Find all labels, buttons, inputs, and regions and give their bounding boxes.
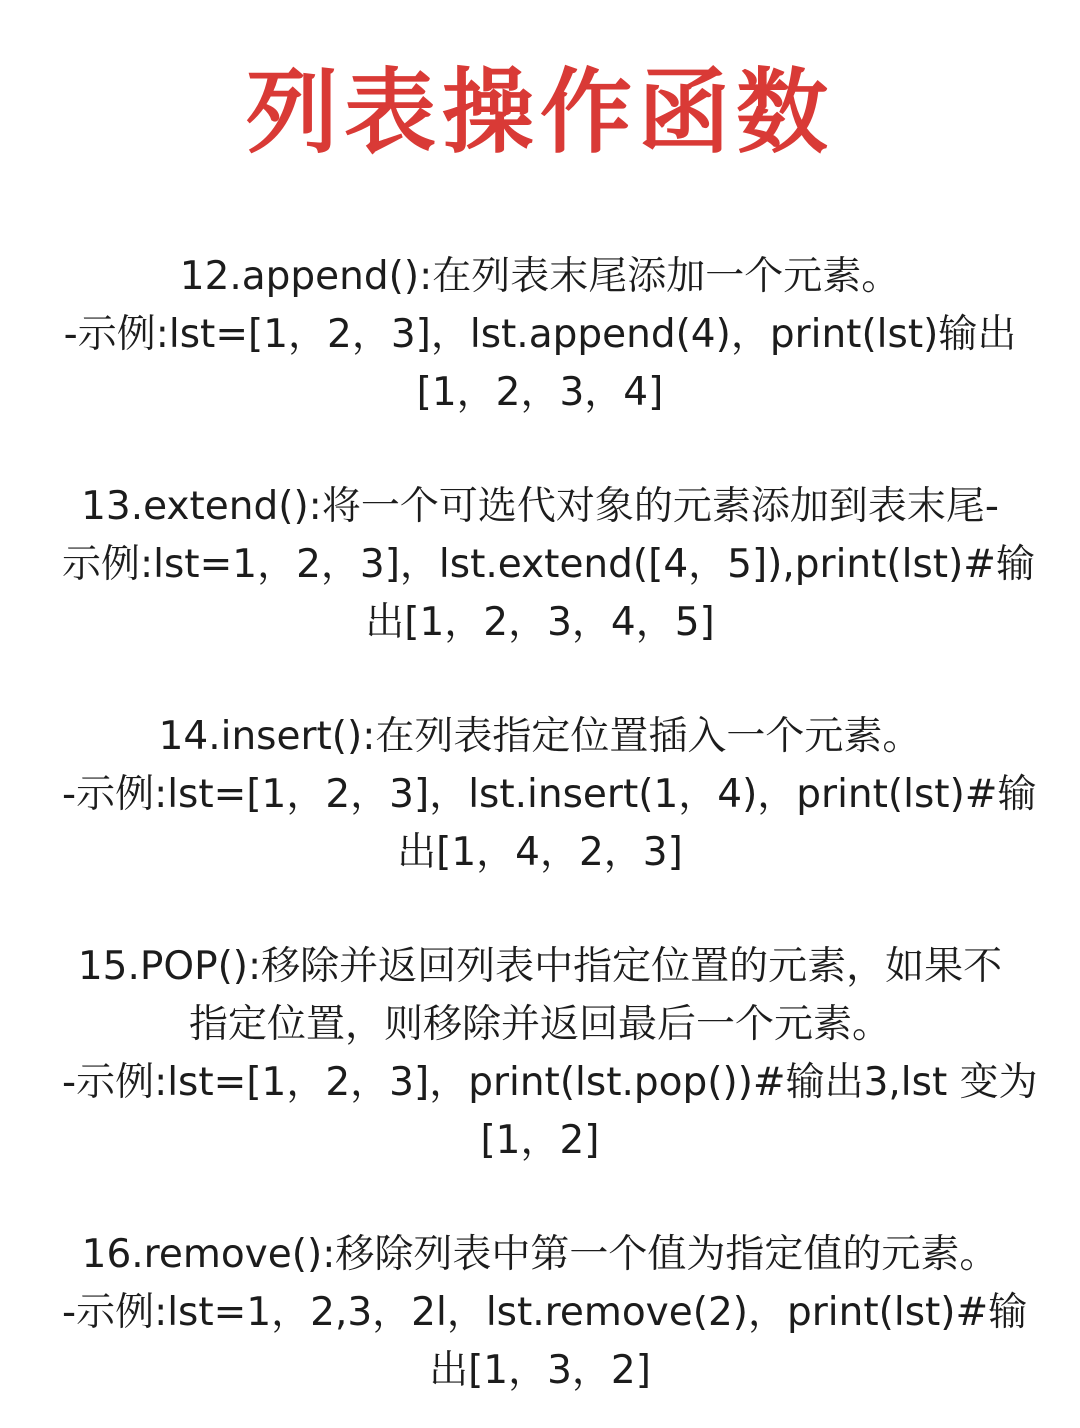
entry-remove (62, 1226, 1028, 1400)
entry-line: 示例:lst=1，2，3]，lst.extend([4，5]),print(lst)#输 (62, 542, 1035, 587)
entry-line: 出[1，3，2] (429, 1348, 651, 1393)
entry-line: 出[1，4，2，3] (397, 830, 683, 875)
entry-line: -示例:lst=[1，2，3]，print(lst.pop())#输出3,lst 变为 (62, 1060, 1038, 1105)
entry-line: [1，2，3，4] (416, 370, 664, 415)
entry-line: 14.insert():在列表指定位置插入一个元素。 (158, 714, 922, 759)
entry-append (62, 248, 1018, 422)
function-list (0, 248, 1080, 1400)
entry-extend (62, 478, 1035, 652)
entry-line: 12.append():在列表末尾添加一个元素。 (179, 254, 901, 299)
entry-line: 16.remove():移除列表中第一个值为指定值的元素。 (81, 1232, 999, 1277)
entry-line: 13.extend():将一个可选代对象的元素添加到表末尾- (81, 484, 999, 529)
entry-line: 15.POP():移除并返回列表中指定位置的元素，如果不 (77, 944, 1003, 989)
entry-line: [1，2] (480, 1118, 600, 1163)
entry-line: -示例:lst=[1，2，3]，lst.append(4)，print(lst)输出 (63, 312, 1017, 357)
entry-insert (62, 708, 1037, 882)
entry-line: -示例:lst=[1，2，3]，lst.insert(1，4)，print(lst)#输 (62, 772, 1037, 817)
entry-line: 指定位置，则移除并返回最后一个元素。 (188, 1002, 891, 1047)
entry-pop (62, 938, 1038, 1170)
page-title: 列表操作函数 (245, 59, 834, 166)
entry-line: 出[1，2，3，4，5] (365, 600, 715, 645)
entry-line: -示例:lst=1，2,3，2l，lst.remove(2)，print(lst)#输 (62, 1290, 1028, 1335)
